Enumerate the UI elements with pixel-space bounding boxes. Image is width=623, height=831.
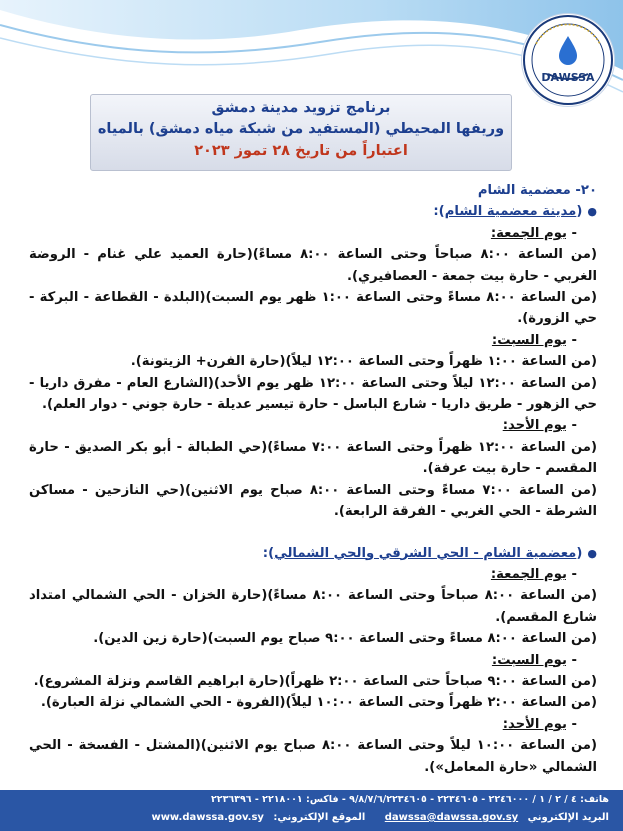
area-title: ● (معضمية الشام - الحي الشرقي والحي الشمالي):: [29, 543, 597, 564]
footer-links: [14, 812, 609, 823]
schedule-entry: (من الساعة ١:٠٠ ظهراً وحتى الساعة ١٢:٠٠ ليلاً)(حارة الفرن+ الزيتونة).: [130, 354, 597, 370]
website-label: الموقع الإلكتروني:: [273, 812, 366, 823]
website-link[interactable]: www.dawssa.gov.sy: [151, 812, 264, 823]
email-link[interactable]: dawssa@dawssa.gov.sy: [384, 812, 519, 823]
schedule-entry: (من الساعة ١٢:٠٠ ليلاً وحتى الساعة ١٢:٠٠ ظهر يوم الأحد)(الشارع العام - مفرق داريا - حي الزهور - طريق داريا - شارع الباسل - حارة تيسير عديلة - حارة جوني - دوار العلم).: [29, 375, 597, 413]
schedule-entry: (من الساعة ٨:٠٠ مساءً وحتى الساعة ٩:٠٠ صباح يوم السبت)(حارة زين الدين).: [93, 631, 597, 647]
logo-emblem-icon: [522, 14, 614, 106]
day-label: [29, 650, 597, 671]
footer-contacts: هاتف: ٤ / ٢ / ١ / ٢٢٤٦٠٠٠ - ٢٢٣٤٦٠٥ - ٩/٨/٧/٦/٢٢٣٤٦٠٥ - فاكس: ٢٢١٨٠٠١ - ٢٢٣٦٣٩٦: [210, 794, 609, 805]
area-title-text: مدينة معضمية الشام: [444, 204, 577, 220]
section-title: ٢٠- معضمية الشام: [477, 183, 597, 198]
schedule-content: [29, 180, 597, 778]
dawssa-logo: [522, 14, 614, 106]
title-banner: [90, 94, 512, 171]
day-label-text: يوم الجمعة:: [490, 566, 567, 582]
schedule-entry: (من الساعة ١٢:٠٠ ظهراً وحتى الساعة ٧:٠٠ مساءً)(حي الطبالة - أبو بكر الصديق - حارة المقسم - حارة بيت عرفة).: [29, 439, 597, 477]
banner-effective-date: اعتباراً من تاريخ ٢٨ تموز ٢٠٢٣: [194, 143, 408, 159]
schedule-entry: (من الساعة ٢:٠٠ ظهراً وحتى الساعة ١٠:٠٠ ليلاً)(الفروة - الحي الشمالي نزلة العبارة).: [40, 695, 597, 711]
schedule-entry: (من الساعة ١٠:٠٠ ليلاً وحتى الساعة ٨:٠٠ صباح يوم الاثنين)(المشتل - الفسخة - الحي الشمالي «حارة المعامل»).: [29, 738, 597, 775]
spacer: [29, 523, 597, 543]
banner-title-line1: برنامج تزويد مدينة دمشق: [211, 100, 391, 116]
day-label-text: يوم الأحد:: [502, 716, 567, 732]
area-title-text: معضمية الشام - الحي الشرقي والحي الشمالي: [274, 545, 577, 561]
area-title: ● (مدينة معضمية الشام):: [29, 201, 597, 222]
day-label: [29, 415, 597, 436]
schedule-entry: (من الساعة ٨:٠٠ صباحاً وحتى الساعة ٨:٠٠ مساءً)(حارة العميد علي غنام - الروضة الغربي - حارة بيت جمعة - العصافيري).: [29, 247, 597, 284]
footer-bar: [0, 790, 623, 831]
email-label: البريد الإلكتروني: [527, 812, 609, 823]
day-label: [29, 564, 597, 585]
schedule-entry: (من الساعة ٨:٠٠ صباحاً وحتى الساعة ٨:٠٠ مساءً)(حارة الخزان - الحي الشمالي امتداد شارع المقسم).: [29, 588, 597, 625]
schedule-entry: (من الساعة ٧:٠٠ مساءً وحتى الساعة ٨:٠٠ صباح يوم الاثنين)(حي النازحين - مساكن الشرطة - الحي الغربي - الفرقة الرابعة).: [29, 482, 598, 520]
logo-text: DAWSSA: [541, 71, 595, 84]
day-label-text: يوم الأحد:: [502, 418, 567, 434]
schedule-entry: (من الساعة ٨:٠٠ مساءً وحتى الساعة ١:٠٠ ظهر يوم السبت)(البلدة - القطاعة - البركة - حي الزورة).: [29, 290, 598, 327]
day-label-text: يوم السبت:: [491, 652, 567, 668]
day-label: [29, 714, 597, 735]
day-label-text: يوم الجمعة:: [490, 225, 567, 241]
day-label: [29, 223, 597, 244]
day-label: [29, 330, 597, 351]
day-label-text: يوم السبت:: [491, 332, 567, 348]
schedule-entry: (من الساعة ٩:٠٠ صباحاً حتى الساعة ٢:٠٠ ظهراً)(حارة ابراهيم القاسم ونزلة المشروع).: [33, 673, 597, 689]
banner-title-line2: وريفها المحيطي (المستفيد من شبكة مياه دمشق) بالمياه: [97, 121, 505, 137]
